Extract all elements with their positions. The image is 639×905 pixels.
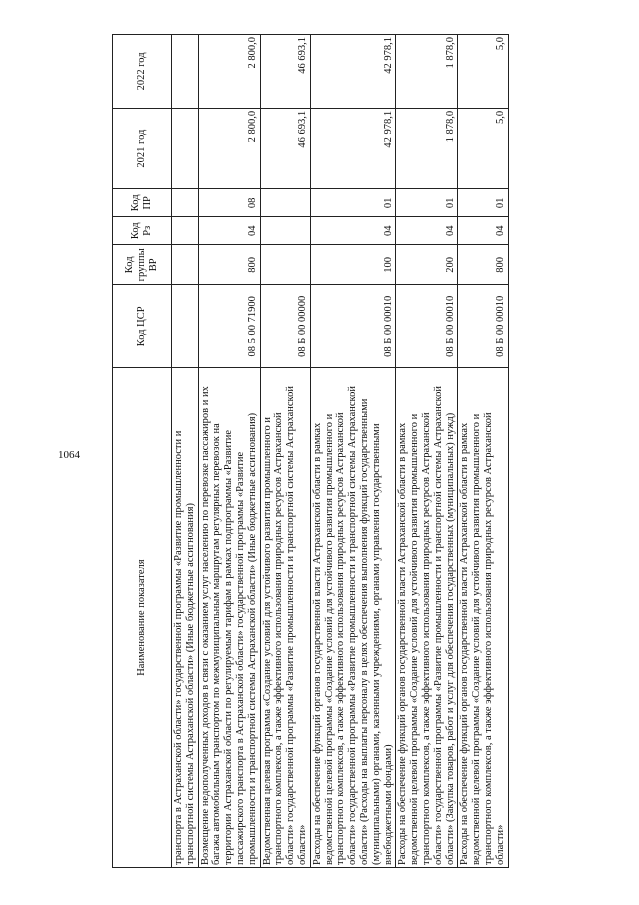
cell-2022: 1 878,0 <box>396 35 458 109</box>
cell-vr: 800 <box>458 245 508 285</box>
cell-2022: 42 978,1 <box>310 35 396 109</box>
cell-name: Расходы на обеспечение функций органов государственной власти Астраханской области в рамках ведомственной целевой программы «Создание условий для устойчивого развития промышленного и транспортного комплексов, а также эффективного использования природных ресурсов Астраханской области» государственной программы «Развитие промышленности и транспортной системы Астраханской области» (Расходы на выплаты персоналу в целях обеспечения выполнения функций государственными (муниципальными) органами, казенными учреждениями, органами управления государственными внебюджетными фондами) <box>310 368 396 868</box>
cell-pr: 01 <box>458 189 508 217</box>
cell-rz <box>172 217 199 245</box>
cell-csr: 08 Б 00 00010 <box>310 285 396 368</box>
cell-csr: 08 Б 00 00000 <box>260 285 310 368</box>
cell-name: Ведомственная целевая программа «Создание условий для устойчивого развития промышленного и транспортного комплексов, а также эффективного использования природных ресурсов Астраханской области» государственной программы «Развитие промышленности и транспортной системы Астраханской области» <box>260 368 310 868</box>
table-row <box>310 35 396 868</box>
cell-csr: 08 Б 00 00010 <box>458 285 508 368</box>
cell-name: Расходы на обеспечение функций органов государственной власти Астраханской области в рамках ведомственной целевой программы «Создание условий для устойчивого развития промышленного и транспортного комплексов, а также эффективного использования природных ресурсов Астраханской области» государственной программы «Развитие промышленности и транспортной системы Астраханской области» (Закупка товаров, работ и услуг для обеспечения государственных (муниципальных) нужд) <box>396 368 458 868</box>
cell-pr: 08 <box>198 189 260 217</box>
cell-rz <box>260 217 310 245</box>
cell-pr: 01 <box>310 189 396 217</box>
cell-2021 <box>172 108 199 189</box>
table-row <box>172 35 199 868</box>
header-row <box>113 35 172 868</box>
cell-vr <box>260 245 310 285</box>
header-vr: Код группы ВР <box>113 245 172 285</box>
cell-rz: 04 <box>198 217 260 245</box>
cell-name: Расходы на обеспечение функций органов государственной власти Астраханской области в рамках ведомственной целевой программы «Создание условий для устойчивого развития промышленного и транспортного комплексов, а также эффективного использования природных ресурсов Астраханской области» <box>458 368 508 868</box>
cell-vr: 800 <box>198 245 260 285</box>
cell-csr <box>172 285 199 368</box>
cell-pr <box>172 189 199 217</box>
cell-2022 <box>172 35 199 109</box>
header-2022: 2022 год <box>113 35 172 109</box>
table-row <box>198 35 260 868</box>
cell-vr: 100 <box>310 245 396 285</box>
header-name: Наименование показателя <box>113 368 172 868</box>
cell-2022: 46 693,1 <box>260 35 310 109</box>
cell-name: транспорта в Астраханской области» государственной программы «Развитие промышленности и транспортной системы Астраханской области» (Иные бюджетные ассигнования) <box>172 368 199 868</box>
table-row <box>458 35 508 868</box>
cell-pr: 01 <box>396 189 458 217</box>
header-rz: Код Рз <box>113 217 172 245</box>
header-2021: 2021 год <box>113 108 172 189</box>
cell-rz: 04 <box>310 217 396 245</box>
cell-2021: 5,0 <box>458 108 508 189</box>
table-row <box>396 35 458 868</box>
cell-2022: 5,0 <box>458 35 508 109</box>
cell-pr <box>260 189 310 217</box>
cell-csr: 08 5 00 71900 <box>198 285 260 368</box>
cell-2021: 42 978,1 <box>310 108 396 189</box>
cell-2021: 46 693,1 <box>260 108 310 189</box>
rotated-table <box>112 34 610 868</box>
cell-csr: 08 Б 00 00010 <box>396 285 458 368</box>
cell-rz: 04 <box>458 217 508 245</box>
cell-vr: 200 <box>396 245 458 285</box>
page-number: 1064 <box>58 449 80 461</box>
cell-vr <box>172 245 199 285</box>
header-pr: Код ПР <box>113 189 172 217</box>
table-row <box>260 35 310 868</box>
header-csr: Код ЦСР <box>113 285 172 368</box>
cell-2021: 1 878,0 <box>396 108 458 189</box>
cell-2021: 2 800,0 <box>198 108 260 189</box>
cell-2022: 2 800,0 <box>198 35 260 109</box>
cell-rz: 04 <box>396 217 458 245</box>
cell-name: Возмещение недополученных доходов в связи с оказанием услуг населению по перевозке пассажиров и их багажа автомобильным транспортом по межмуниципальным маршрутам регулярных перевозок на территории Астраханской области по регулируемым тарифам в рамках подпрограммы «Развитие пассажирского транспорта в Астраханской области» государственной программы «Развитие промышленности и транспортной системы Астраханской области» (Иные бюджетные ассигнования) <box>198 368 260 868</box>
budget-table <box>112 34 509 868</box>
